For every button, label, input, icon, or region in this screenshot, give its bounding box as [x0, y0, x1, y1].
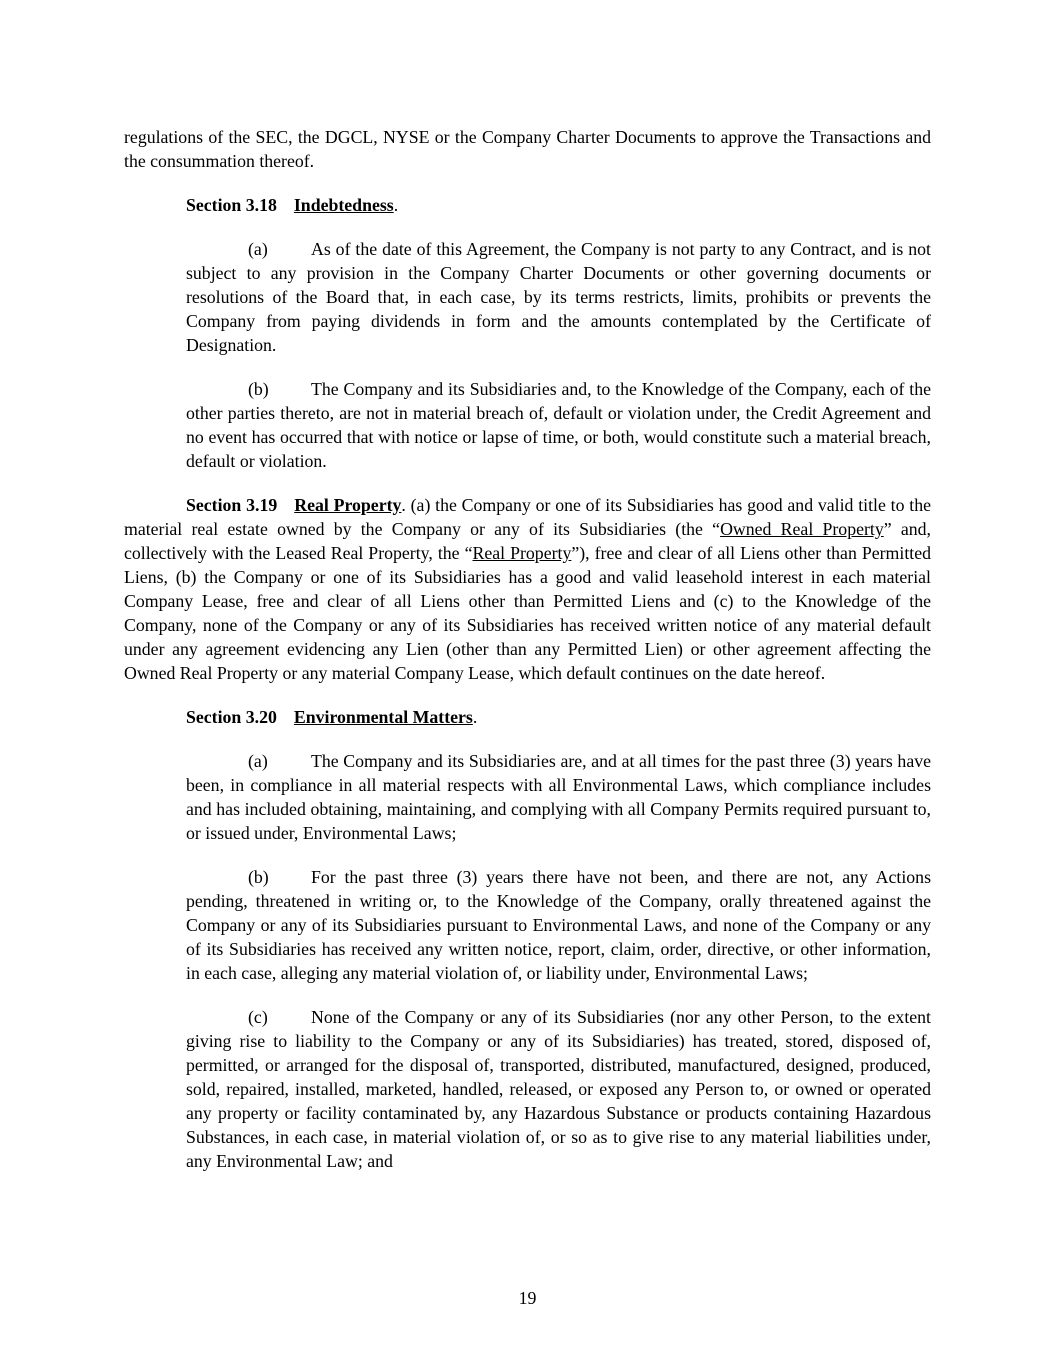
paragraph-3-18-a-marker: (a)	[248, 239, 268, 259]
defined-term-owned-real-property: Owned Real Property	[720, 519, 884, 539]
section-3-18-number: Section 3.18	[186, 195, 277, 215]
page-number: 19	[518, 1288, 537, 1308]
paragraph-3-20-a-text: The Company and its Subsidiaries are, and at all times for the past three (3) years have been, in compliance in all material respects with all Environmental Laws, which compliance includes and has included obtaining, maintaining, and complying with all Company Permits required pursuant to, or issued under, Environmental Laws;	[186, 751, 931, 843]
paragraph-3-18-b	[186, 377, 931, 473]
section-3-20-heading	[186, 705, 931, 729]
paragraph-3-19	[124, 493, 931, 685]
paragraph-3-20-b	[186, 865, 931, 985]
paragraph-3-20-a	[186, 749, 931, 845]
section-3-20-title: Environmental Matters	[293, 707, 473, 727]
paragraph-continuation: regulations of the SEC, the DGCL, NYSE or the Company Charter Documents to approve the Transactions and the consummation thereof.	[124, 127, 931, 171]
paragraph-3-18-a	[186, 237, 931, 357]
paragraph-3-18-a-text: As of the date of this Agreement, the Company is not party to any Contract, and is not subject to any provision in the Company Charter Documents or other governing documents or resolutions of the Board that, in each case, by its terms restricts, limits, prohibits or prevents the Company from paying dividends in form and the amounts contemplated by the Certificate of Designation.	[186, 239, 931, 355]
section-3-18-title: Indebtedness	[293, 195, 394, 215]
section-3-18-heading	[186, 193, 931, 217]
section-3-18-title-period: .	[393, 195, 399, 215]
paragraph-3-19-run-1: . (a) the Company or one of its Subsidiaries has good and valid title to the material real estate owned by the Company or any of its Subsidiaries (the “	[124, 495, 932, 539]
paragraph-3-18-b-marker: (b)	[248, 379, 269, 399]
paragraph-3-20-c	[186, 1005, 931, 1173]
section-3-19-title: Real Property	[294, 495, 402, 515]
paragraph-3-19-run-3: ”), free and clear of all Liens other than Permitted Liens, (b) the Company or one of its Subsidiaries has a good and valid leasehold interest in each material Company Lease, free and clear of all Liens other than Permitted Liens and (c) to the Knowledge of the Company, none of the Company or any of its Subsidiaries has received written notice of any material default under any agreement evidencing any Lien (other than any Permitted Lien) or other agreement affecting the Owned Real Property or any material Company Lease, which default continues on the date hereof.	[124, 543, 931, 683]
paragraph-3-20-b-marker: (b)	[248, 867, 269, 887]
section-3-20-number: Section 3.20	[186, 707, 277, 727]
paragraph-3-18-b-text: The Company and its Subsidiaries and, to the Knowledge of the Company, each of the other parties thereto, are not in material breach of, default or violation under, the Credit Agreement and no event has occurred that with notice or lapse of time, or both, would constitute such a material breach, default or violation.	[186, 379, 931, 471]
paragraph-3-20-a-marker: (a)	[248, 751, 268, 771]
paragraph-3-20-c-text: None of the Company or any of its Subsidiaries (nor any other Person, to the extent giving rise to liability to the Company or any of its Subsidiaries) has treated, stored, disposed of, permitted, or arranged for the disposal of, transported, distributed, manufactured, designed, produced, sold, repaired, installed, marketed, handled, released, or exposed any Person to, or owned or operated any property or facility contaminated by, any Hazardous Substance or products containing Hazardous Substances, in each case, in material violation of, or so as to give rise to any material liabilities under, any Environmental Law; and	[186, 1007, 931, 1171]
paragraph-3-20-b-text: For the past three (3) years there have not been, and there are not, any Actions pending, threatened in writing or, to the Knowledge of the Company, orally threatened against the Company or any of its Subsidiaries pursuant to Environmental Laws, and none of the Company or any of its Subsidiaries has received any written notice, report, claim, order, directive, or other information, in each case, alleging any material violation of, or liability under, Environmental Laws;	[186, 867, 931, 983]
paragraph-3-20-c-marker: (c)	[248, 1007, 268, 1027]
section-3-20-title-period: .	[472, 707, 478, 727]
defined-term-real-property: Real Property	[472, 543, 572, 563]
section-3-19-number: Section 3.19	[186, 495, 278, 515]
paragraph-3-19-run-2: ” and, collectively with the Leased Real Property, the “	[124, 519, 931, 563]
